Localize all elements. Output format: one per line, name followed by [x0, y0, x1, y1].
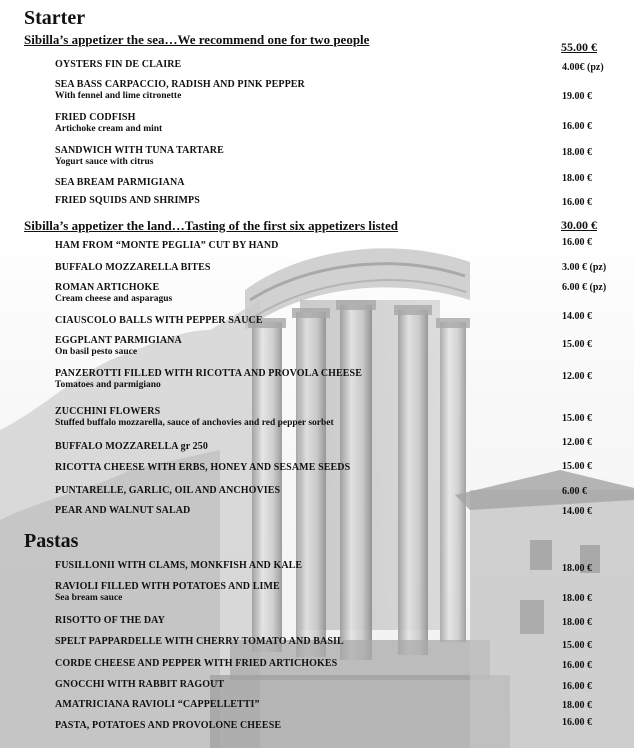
- group-heading: Sibilla’s appetizer the land…Tasting of the first six appetizers listed: [24, 218, 398, 233]
- menu-item-price: 15.00 €: [562, 413, 592, 424]
- menu-item-price: 3.00 € (pz): [562, 262, 607, 273]
- menu-item-description: On basil pesto sauce: [55, 347, 138, 357]
- menu-item-price: 19.00 €: [562, 91, 592, 102]
- menu-item-price: 12.00 €: [562, 437, 592, 448]
- menu-item-price: 16.00 €: [562, 121, 592, 132]
- menu-item-price: 14.00 €: [562, 311, 592, 322]
- section-title: Starter: [24, 7, 86, 29]
- menu-item-name: SPELT PAPPARDELLE WITH CHERRY TOMATO AND BASIL: [55, 636, 344, 647]
- menu-item-name: OYSTERS FIN DE CLAIRE: [55, 59, 182, 70]
- menu-item-description: Cream cheese and asparagus: [55, 294, 173, 304]
- menu-item-name: CIAUSCOLO BALLS WITH PEPPER SAUCE: [55, 315, 263, 326]
- menu-item-description: Artichoke cream and mint: [55, 124, 163, 134]
- menu-item-name: FRIED SQUIDS AND SHRIMPS: [55, 195, 200, 206]
- menu-item-name: FRIED CODFISH: [55, 112, 136, 123]
- menu-item-name: RISOTTO OF THE DAY: [55, 615, 165, 626]
- menu-item-description: Yogurt sauce with citrus: [55, 157, 154, 167]
- menu-item-price: 6.00 € (pz): [562, 282, 607, 293]
- menu-item-name: ROMAN ARTICHOKE: [55, 282, 160, 293]
- menu-item-price: 15.00 €: [562, 461, 592, 472]
- menu-item-name: AMATRICIANA RAVIOLI “CAPPELLETTI”: [55, 699, 260, 710]
- section-title: Pastas: [24, 530, 79, 552]
- menu-item-name: SEA BREAM PARMIGIANA: [55, 177, 185, 188]
- menu-item-description: Tomatoes and parmigiano: [55, 380, 161, 390]
- menu-item-name: FUSILLONII WITH CLAMS, MONKFISH AND KALE: [55, 560, 303, 571]
- group-price: 55.00 €: [561, 40, 597, 54]
- menu-item-price: 18.00 €: [562, 700, 592, 711]
- group-heading: Sibilla’s appetizer the sea…We recommend one for two people: [24, 32, 370, 47]
- menu-item-price: 15.00 €: [562, 640, 592, 651]
- menu-item-name: SEA BASS CARPACCIO, RADISH AND PINK PEPPER: [55, 79, 305, 90]
- menu-item-name: BUFFALO MOZZARELLA gr 250: [55, 441, 208, 452]
- group-price: 30.00 €: [561, 218, 597, 232]
- menu-item-name: PUNTARELLE, GARLIC, OIL AND ANCHOVIES: [55, 485, 281, 496]
- menu-item-name: CORDE CHEESE AND PEPPER WITH FRIED ARTICHOKES: [55, 658, 338, 669]
- menu-item-price: 15.00 €: [562, 339, 592, 350]
- menu-item-name: GNOCCHI WITH RABBIT RAGOUT: [55, 679, 225, 690]
- menu-item-name: PASTA, POTATOES AND PROVOLONE CHEESE: [55, 720, 282, 731]
- menu-item-price: 16.00 €: [562, 237, 592, 248]
- menu-item-price: 16.00 €: [562, 660, 592, 671]
- menu-item-name: PEAR AND WALNUT SALAD: [55, 505, 191, 516]
- menu-item-price: 16.00 €: [562, 197, 592, 208]
- menu-item-price: 18.00 €: [562, 173, 592, 184]
- menu-item-price: 12.00 €: [562, 371, 592, 382]
- menu-item-price: 16.00 €: [562, 681, 592, 692]
- menu-item-name: PANZEROTTI FILLED WITH RICOTTA AND PROVOLA CHEESE: [55, 368, 362, 379]
- menu-item-name: HAM FROM “MONTE PEGLIA” CUT BY HAND: [55, 240, 279, 251]
- menu-item-name: RICOTTA CHEESE WITH ERBS, HONEY AND SESAME SEEDS: [55, 462, 351, 473]
- menu-item-price: 18.00 €: [562, 563, 592, 574]
- menu-item-description: With fennel and lime citronette: [55, 91, 182, 101]
- menu-item-name: ZUCCHINI FLOWERS: [55, 406, 161, 417]
- menu-item-name: SANDWICH WITH TUNA TARTARE: [55, 145, 224, 156]
- menu-item-price: 18.00 €: [562, 593, 592, 604]
- menu-item-name: RAVIOLI FILLED WITH POTATOES AND LIME: [55, 581, 280, 592]
- menu-item-price: 18.00 €: [562, 147, 592, 158]
- menu-item-price: 4.00€ (pz): [562, 62, 604, 73]
- menu-item-name: EGGPLANT PARMIGIANA: [55, 335, 182, 346]
- menu-item-description: Sea bream sauce: [55, 593, 123, 603]
- menu-item-description: Stuffed buffalo mozzarella, sauce of anchovies and red pepper sorbet: [55, 418, 334, 428]
- menu-item-price: 6.00 €: [562, 486, 587, 497]
- menu-item-price: 18.00 €: [562, 617, 592, 628]
- menu-item-price: 14.00 €: [562, 506, 592, 517]
- menu-item-name: BUFFALO MOZZARELLA BITES: [55, 262, 211, 273]
- menu-item-price: 16.00 €: [562, 717, 592, 728]
